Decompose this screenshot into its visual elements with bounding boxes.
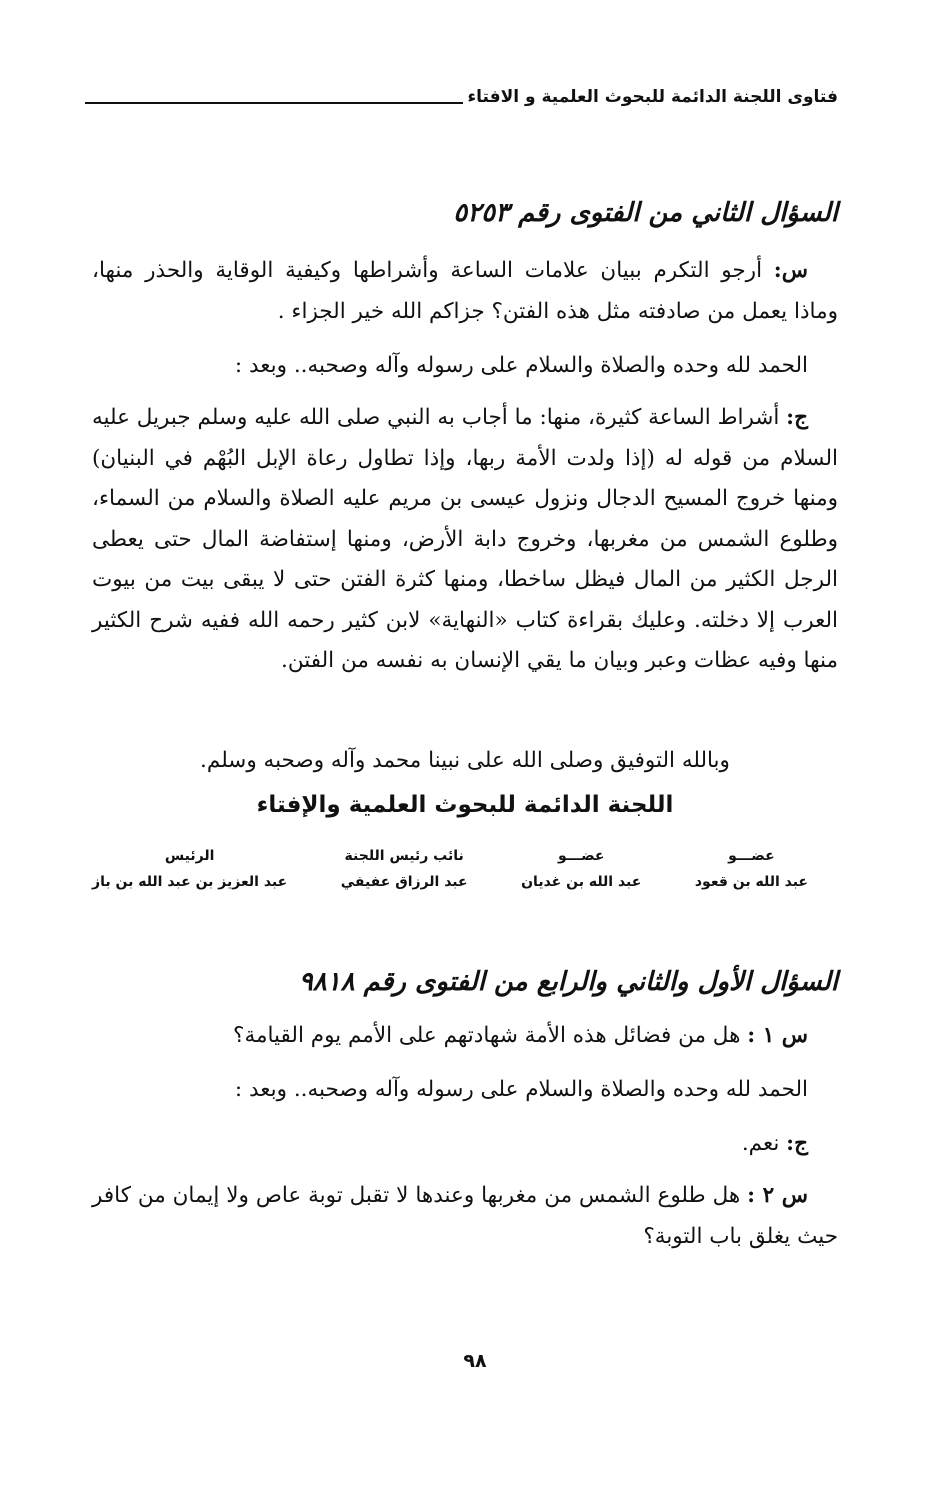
signature-role: عضـــو (728, 848, 775, 864)
signature-member-1 (695, 843, 808, 903)
question-text: هل من فضائل هذه الأمة شهادتهم على الأمم يوم القيامة؟ (233, 1023, 741, 1048)
fatwa1-opening: الحمد لله وحده والصلاة والسلام على رسوله وآله وصحبه.. وبعد : (234, 353, 808, 378)
question-lead: س ١ : (747, 1023, 808, 1048)
fatwa2-heading: السؤال الأول والثاني والرابع من الفتوى رقم ٩٨١٨ (298, 967, 838, 997)
fatwa2-answer-1 (92, 1124, 838, 1165)
header-rule (85, 102, 463, 104)
committee-name: اللجنة الدائمة للبحوث العلمية والإفتاء (256, 792, 674, 818)
fatwa1-heading: السؤال الثاني من الفتوى رقم ٥٢٥٣ (453, 198, 838, 228)
signature-chair (92, 843, 287, 903)
question-lead: س: (773, 258, 808, 283)
answer-lead: ج: (786, 1131, 808, 1156)
fatwa1-closing: وبالله التوفيق وصلى الله على نبينا محمد وآله وصحبه وسلم. (200, 748, 730, 773)
question-text: هل طلوع الشمس من مغربها وعندها لا تقبل توبة عاص ولا إيمان من كافر حيث يغلق باب التوبة؟ (92, 1183, 838, 1249)
fatwa1-answer (92, 398, 838, 682)
signature-name: عبد الله بن غديان (521, 874, 642, 890)
page-number: ٩٨ (463, 1350, 487, 1372)
answer-lead: ج: (786, 405, 808, 430)
answer-text: أشراط الساعة كثيرة، منها: ما أجاب به النبي صلى الله عليه وسلم جبريل عليه السلام من قوله له (إذا ولدت الأمة ربها، وإذا تطاول رعاة الإبل البُهْم في البنيان) ومنها خروج المسيح الدجال ونزول عيسى بن مريم عليه الصلاة والسلام من السماء، وطلوع الشمس من مغربها، وخروج دابة الأرض، ومنها إستفاضة المال حتى يعطى الرجل الكثير من المال فيظل ساخطا، ومنها كثرة الفتن حتى لا يبقى بيت من بيوت العرب إلا دخلته. وعليك بقراءة كتاب «النهاية» لابن كثير رحمه الله ففيه شرح الكثير منها وفيه عظات وعبر وبيان ما يقي الإنسان به نفسه من الفتن. (92, 405, 838, 673)
signature-vice-chair (341, 843, 468, 903)
running-header (85, 82, 838, 108)
signature-role: الرئيس (164, 848, 215, 864)
signature-name: عبد العزيز بن عبد الله بن باز (92, 874, 288, 890)
signature-role: عضـــو (557, 848, 605, 864)
running-title: فتاوى اللجنة الدائمة للبحوث العلمية و الافتاء (467, 87, 838, 107)
question-lead: س ٢ : (747, 1183, 808, 1208)
fatwa2-question-1 (92, 1016, 838, 1057)
answer-text: نعم. (741, 1131, 780, 1156)
fatwa2-opening: الحمد لله وحده والصلاة والسلام على رسوله وآله وصحبه.. وبعد : (234, 1077, 808, 1102)
signature-member-2 (521, 843, 641, 903)
signature-name: عبد الله بن قعود (694, 874, 808, 890)
signature-role: نائب رئيس اللجنة (344, 848, 464, 864)
question-text: أرجو التكرم ببيان علامات الساعة وأشراطها وكيفية الوقاية والحذر منها، وماذا يعمل من صادفته مثل هذه الفتن؟ جزاكم الله خير الجزاء . (92, 258, 838, 324)
signature-name: عبد الرزاق عفيفي (340, 874, 468, 890)
fatwa2-question-2 (92, 1176, 838, 1257)
fatwa1-question (92, 251, 838, 332)
signatures-row (92, 843, 808, 903)
